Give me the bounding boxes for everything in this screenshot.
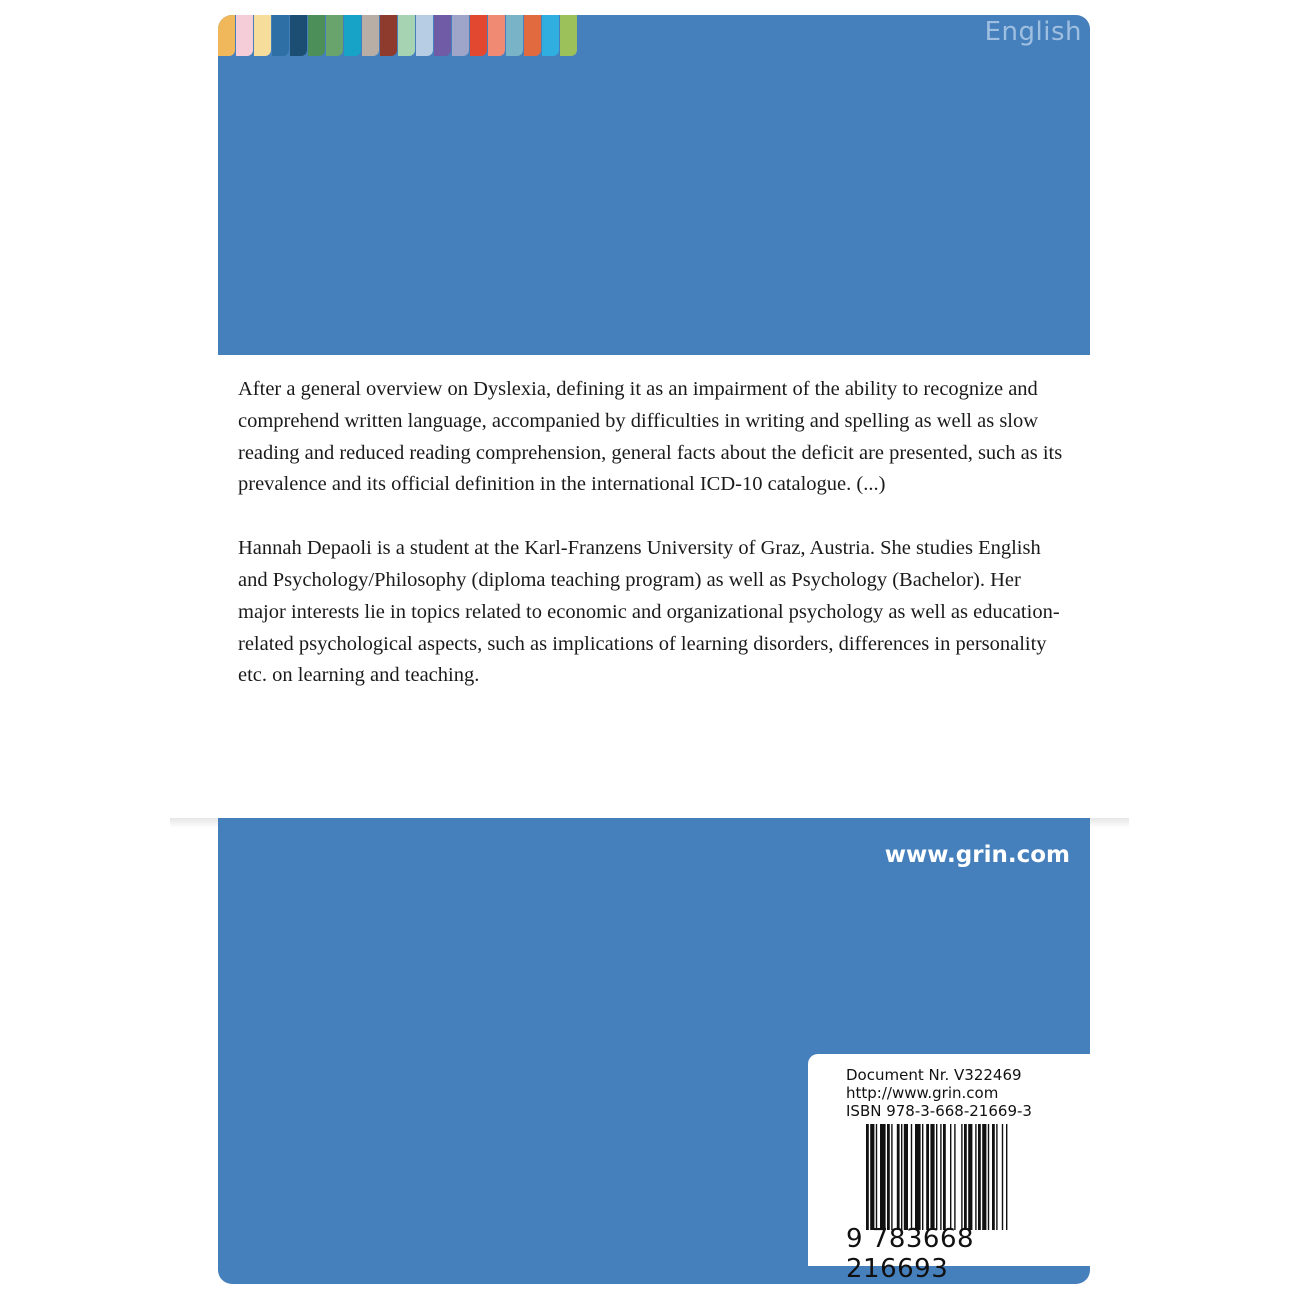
barcode-bar [926,1124,929,1230]
barcode-bar [904,1124,908,1230]
color-stripe [524,15,541,56]
barcode-bars [866,1124,1072,1230]
color-stripe [470,15,487,56]
barcode-bar [930,1124,934,1230]
cover-top-panel [218,15,1090,355]
color-stripe [560,15,577,56]
barcode-digits: 9 783668 216693 [846,1224,975,1284]
barcode-bar [891,1124,892,1230]
isbn-number: ISBN 978-3-668-21669-3 [846,1102,1032,1120]
barcode-bar [876,1124,877,1230]
color-stripe [326,15,343,56]
barcode-bar [954,1124,955,1230]
language-label: English [984,17,1082,47]
color-stripe [290,15,307,56]
barcode-bar [982,1124,986,1230]
barcode-bar [1006,1124,1007,1230]
barcode-bar [870,1124,874,1230]
blurb-text [238,374,1068,692]
color-stripe [236,15,253,56]
barcode-bar [950,1124,951,1230]
barcode-bar [961,1124,962,1230]
color-stripe [218,15,235,56]
author-bio-paragraph: Hannah Depaoli is a student at the Karl-Franzens University of Graz, Austria. She studies English and Psychology/Philosophy (diploma teaching program) as well as Psychology (Bachelor). Her major interests lie in topics related to economic and organizational psychology as well as education-related psychological aspects, such as implications of learning disorders, differences in personality etc. on learning and teaching. [238,537,1060,687]
barcode-bar [943,1124,946,1230]
barcode-bar [922,1124,923,1230]
barcode-bar [915,1124,921,1230]
color-stripe [506,15,523,56]
color-stripe [344,15,361,56]
barcode-bar [866,1124,869,1230]
barcode-bar [1002,1124,1003,1230]
barcode-bar [988,1124,989,1230]
cover-bottom-panel [218,818,1090,1284]
color-stripes [218,15,578,56]
color-stripe [542,15,559,56]
barcode-box [808,1054,1090,1284]
barcode-url: http://www.grin.com [846,1084,999,1102]
color-stripe [434,15,451,56]
summary-paragraph: After a general overview on Dyslexia, defining it as an impairment of the ability to recognize and comprehend written language, accompanied by difficulties in writing and spelling as well as slow reading and reduced reading comprehension, general facts about the deficit are presented, such as its prevalence and its official definition in the international ICD-10 catalogue. (...) [238,378,1063,496]
color-stripe [254,15,271,56]
barcode-bar [936,1124,937,1230]
color-stripe [398,15,415,56]
color-stripe [362,15,379,56]
color-stripe [272,15,289,56]
barcode-bar [964,1124,967,1230]
color-stripe [308,15,325,56]
color-stripe [488,15,505,56]
barcode-bar [887,1124,890,1230]
barcode-bar [968,1124,972,1230]
document-number: Document Nr. V322469 [846,1066,1022,1084]
barcode-bar [996,1124,997,1230]
barcode-bar [911,1124,912,1230]
barcode-bar [940,1124,941,1230]
color-stripe [416,15,433,56]
barcode-bar [880,1124,886,1230]
barcode-bar [897,1124,900,1230]
website-link[interactable]: www.grin.com [884,842,1070,868]
barcode-bar [978,1124,981,1230]
barcode-bar [901,1124,902,1230]
barcode-bar [992,1124,995,1230]
barcode-bar [975,1124,976,1230]
color-stripe [452,15,469,56]
color-stripe [380,15,397,56]
